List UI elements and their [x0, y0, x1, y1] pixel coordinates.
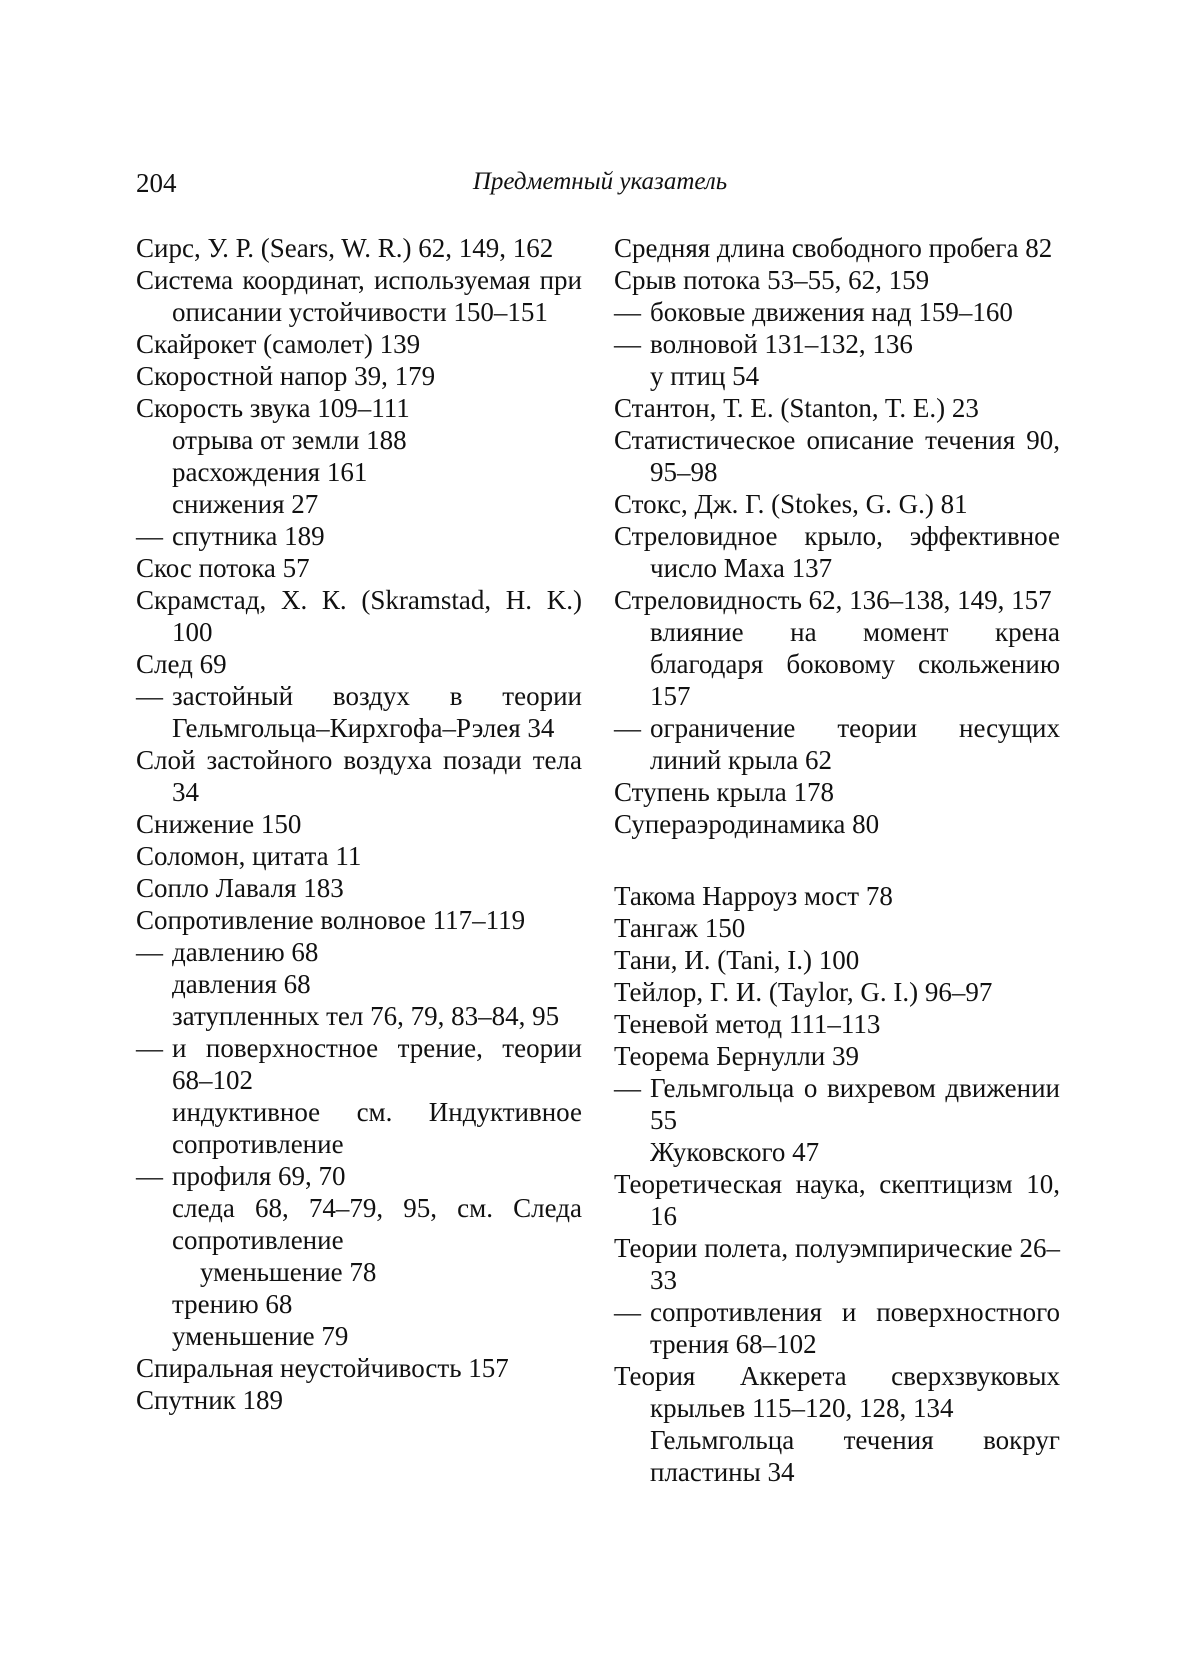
dash-marker: —	[614, 297, 641, 327]
entry-text: расхождения 161	[172, 457, 368, 487]
index-column-right	[614, 232, 1060, 1488]
entry-text: Скрамстад, Х. К. (Skramstad, H. K.) 100	[136, 585, 582, 647]
entry-text: Тейлор, Г. И. (Taylor, G. I.) 96–97	[614, 977, 993, 1007]
index-subentry	[614, 1136, 1060, 1168]
index-subentry	[136, 936, 582, 968]
entry-text: Средняя длина свободного пробега 82	[614, 233, 1053, 263]
index-entry	[614, 264, 1060, 296]
entry-text: След 69	[136, 649, 227, 679]
index-entry	[614, 880, 1060, 912]
entry-text: Слой застойного воздуха позади тела 34	[136, 745, 582, 807]
index-subentry	[614, 1296, 1060, 1360]
entry-text: Стантон, Т. Е. (Stanton, T. E.) 23	[614, 393, 979, 423]
entry-text: Скос потока 57	[136, 553, 310, 583]
dash-marker: —	[136, 1161, 163, 1191]
entry-text: Сопротивление волновое 117–119	[136, 905, 526, 935]
entry-text: следа 68, 74–79, 95, см. Следа сопротивление	[172, 1193, 582, 1255]
index-entry	[136, 1352, 582, 1384]
index-entry	[614, 808, 1060, 840]
index-entry	[136, 232, 582, 264]
entry-text: Снижение 150	[136, 809, 302, 839]
index-entry	[136, 360, 582, 392]
index-subentry	[136, 520, 582, 552]
dash-marker: —	[614, 713, 641, 743]
entry-text: Тани, И. (Tani, I.) 100	[614, 945, 860, 975]
index-entry	[136, 328, 582, 360]
index-entry	[614, 776, 1060, 808]
dash-marker: —	[136, 681, 163, 711]
entry-text: Теоретическая наука, скептицизм 10, 16	[614, 1169, 1060, 1231]
index-entry	[614, 944, 1060, 976]
entry-text: Жуковского 47	[650, 1137, 820, 1167]
entry-text: Срыв потока 53–55, 62, 159	[614, 265, 930, 295]
index-subentry	[136, 1160, 582, 1192]
dash-marker: —	[136, 1033, 163, 1063]
index-subentry	[136, 1032, 582, 1096]
index-entry	[614, 912, 1060, 944]
index-subentry	[614, 712, 1060, 776]
entry-text: отрыва от земли 188	[172, 425, 407, 455]
entry-text: Система координат, используемая при описании устойчивости 150–151	[136, 265, 582, 327]
index-subentry	[136, 1320, 582, 1352]
entry-text: застойный воздух в теории Гельмгольца–Кирхгофа–Рэлея 34	[172, 681, 582, 743]
index-entry	[614, 1360, 1060, 1424]
index-entry	[136, 744, 582, 808]
entry-text: затупленных тел 76, 79, 83–84, 95	[172, 1001, 560, 1031]
entry-text: Сопло Лаваля 183	[136, 873, 344, 903]
entry-text: Спиральная неустойчивость 157	[136, 1353, 509, 1383]
entry-text: ограничение теории несущих линий крыла 62	[650, 713, 1060, 775]
index-subentry	[614, 296, 1060, 328]
entry-text: у птиц 54	[650, 361, 760, 391]
index-entry	[136, 392, 582, 424]
index-entry	[614, 424, 1060, 488]
entry-text: Гельмгольца течения вокруг пластины 34	[650, 1425, 1060, 1487]
entry-text: снижения 27	[172, 489, 319, 519]
entry-text: Скоростной напор 39, 179	[136, 361, 436, 391]
dash-marker: —	[614, 329, 641, 359]
index-entry	[136, 1384, 582, 1416]
index-entry	[136, 808, 582, 840]
index-entry	[614, 392, 1060, 424]
index-entry	[136, 552, 582, 584]
entry-text: Теории полета, полуэмпирические 26–33	[614, 1233, 1060, 1295]
index-entry	[136, 584, 582, 648]
index-subentry	[614, 1424, 1060, 1488]
index-entry	[136, 904, 582, 936]
page-number: 204	[136, 168, 177, 198]
entry-text: Скайрокет (самолет) 139	[136, 329, 421, 359]
entry-text: Такома Нарроуз мост 78	[614, 881, 893, 911]
index-subentry	[614, 328, 1060, 360]
entry-text: волновой 131–132, 136	[650, 329, 913, 359]
index-entry	[614, 520, 1060, 584]
entry-text: Гельмгольца о вихревом движении 55	[650, 1073, 1060, 1135]
entry-text: уменьшение 78	[200, 1257, 377, 1287]
entry-text: Теория Аккерета сверхзвуковых крыльев 115–120, 128, 134	[614, 1361, 1060, 1423]
index-entry	[614, 1008, 1060, 1040]
index-subentry	[136, 456, 582, 488]
entry-text: профиля 69, 70	[172, 1161, 346, 1191]
index-subentry	[136, 1096, 582, 1160]
index-entry	[614, 232, 1060, 264]
dash-marker: —	[614, 1073, 641, 1103]
index-entry	[136, 872, 582, 904]
index-subentry	[136, 488, 582, 520]
entry-text: индуктивное см. Индуктивное сопротивление	[172, 1097, 582, 1159]
index-subentry	[136, 1288, 582, 1320]
entry-text: и поверхностное трение, теории 68–102	[172, 1033, 582, 1095]
entry-text: сопротивления и поверхностного трения 68–102	[650, 1297, 1060, 1359]
entry-text: Сирс, У. Р. (Sears, W. R.) 62, 149, 162	[136, 233, 554, 263]
index-subentry	[136, 968, 582, 1000]
index-subentry	[136, 1192, 582, 1256]
index-entry	[614, 488, 1060, 520]
index-entry	[136, 264, 582, 328]
dash-marker: —	[136, 937, 163, 967]
index-subentry	[614, 1072, 1060, 1136]
index-subentry	[136, 1256, 582, 1288]
index-entry	[136, 648, 582, 680]
entry-text: Статистическое описание течения 90, 95–98	[614, 425, 1060, 487]
index-entry	[614, 976, 1060, 1008]
entry-text: Теневой метод 111–113	[614, 1009, 881, 1039]
entry-text: влияние на момент крена благодаря боковому скольжению 157	[650, 617, 1060, 711]
index-subentry	[136, 680, 582, 744]
dash-marker: —	[614, 1297, 641, 1327]
entry-text: уменьшение 79	[172, 1321, 349, 1351]
index-entry	[614, 584, 1060, 616]
entry-text: Теорема Бернулли 39	[614, 1041, 859, 1071]
index-subentry	[614, 360, 1060, 392]
entry-text: Стреловидное крыло, эффективное число Маха 137	[614, 521, 1060, 583]
entry-text: Соломон, цитата 11	[136, 841, 362, 871]
entry-text: Стреловидность 62, 136–138, 149, 157	[614, 585, 1052, 615]
entry-text: Ступень крыла 178	[614, 777, 835, 807]
entry-text: Супераэродинамика 80	[614, 809, 880, 839]
page-header	[136, 168, 1064, 208]
section-gap	[614, 840, 1060, 880]
index-entry	[614, 1232, 1060, 1296]
index-subentry	[136, 1000, 582, 1032]
entry-text: трению 68	[172, 1289, 293, 1319]
index-subentry	[136, 424, 582, 456]
running-title: Предметный указатель	[472, 168, 728, 195]
index-entry	[614, 1040, 1060, 1072]
index-subentry	[614, 616, 1060, 712]
index-entry	[614, 1168, 1060, 1232]
entry-text: Тангаж 150	[614, 913, 746, 943]
entry-text: давлению 68	[172, 937, 319, 967]
index-entry	[136, 840, 582, 872]
entry-text: Спутник 189	[136, 1385, 284, 1415]
entry-text: Стокс, Дж. Г. (Stokes, G. G.) 81	[614, 489, 968, 519]
dash-marker: —	[136, 521, 163, 551]
entry-text: боковые движения над 159–160	[650, 297, 1013, 327]
index-column-left	[136, 232, 582, 1416]
entry-text: спутника 189	[172, 521, 325, 551]
entry-text: давления 68	[172, 969, 311, 999]
entry-text: Скорость звука 109–111	[136, 393, 410, 423]
